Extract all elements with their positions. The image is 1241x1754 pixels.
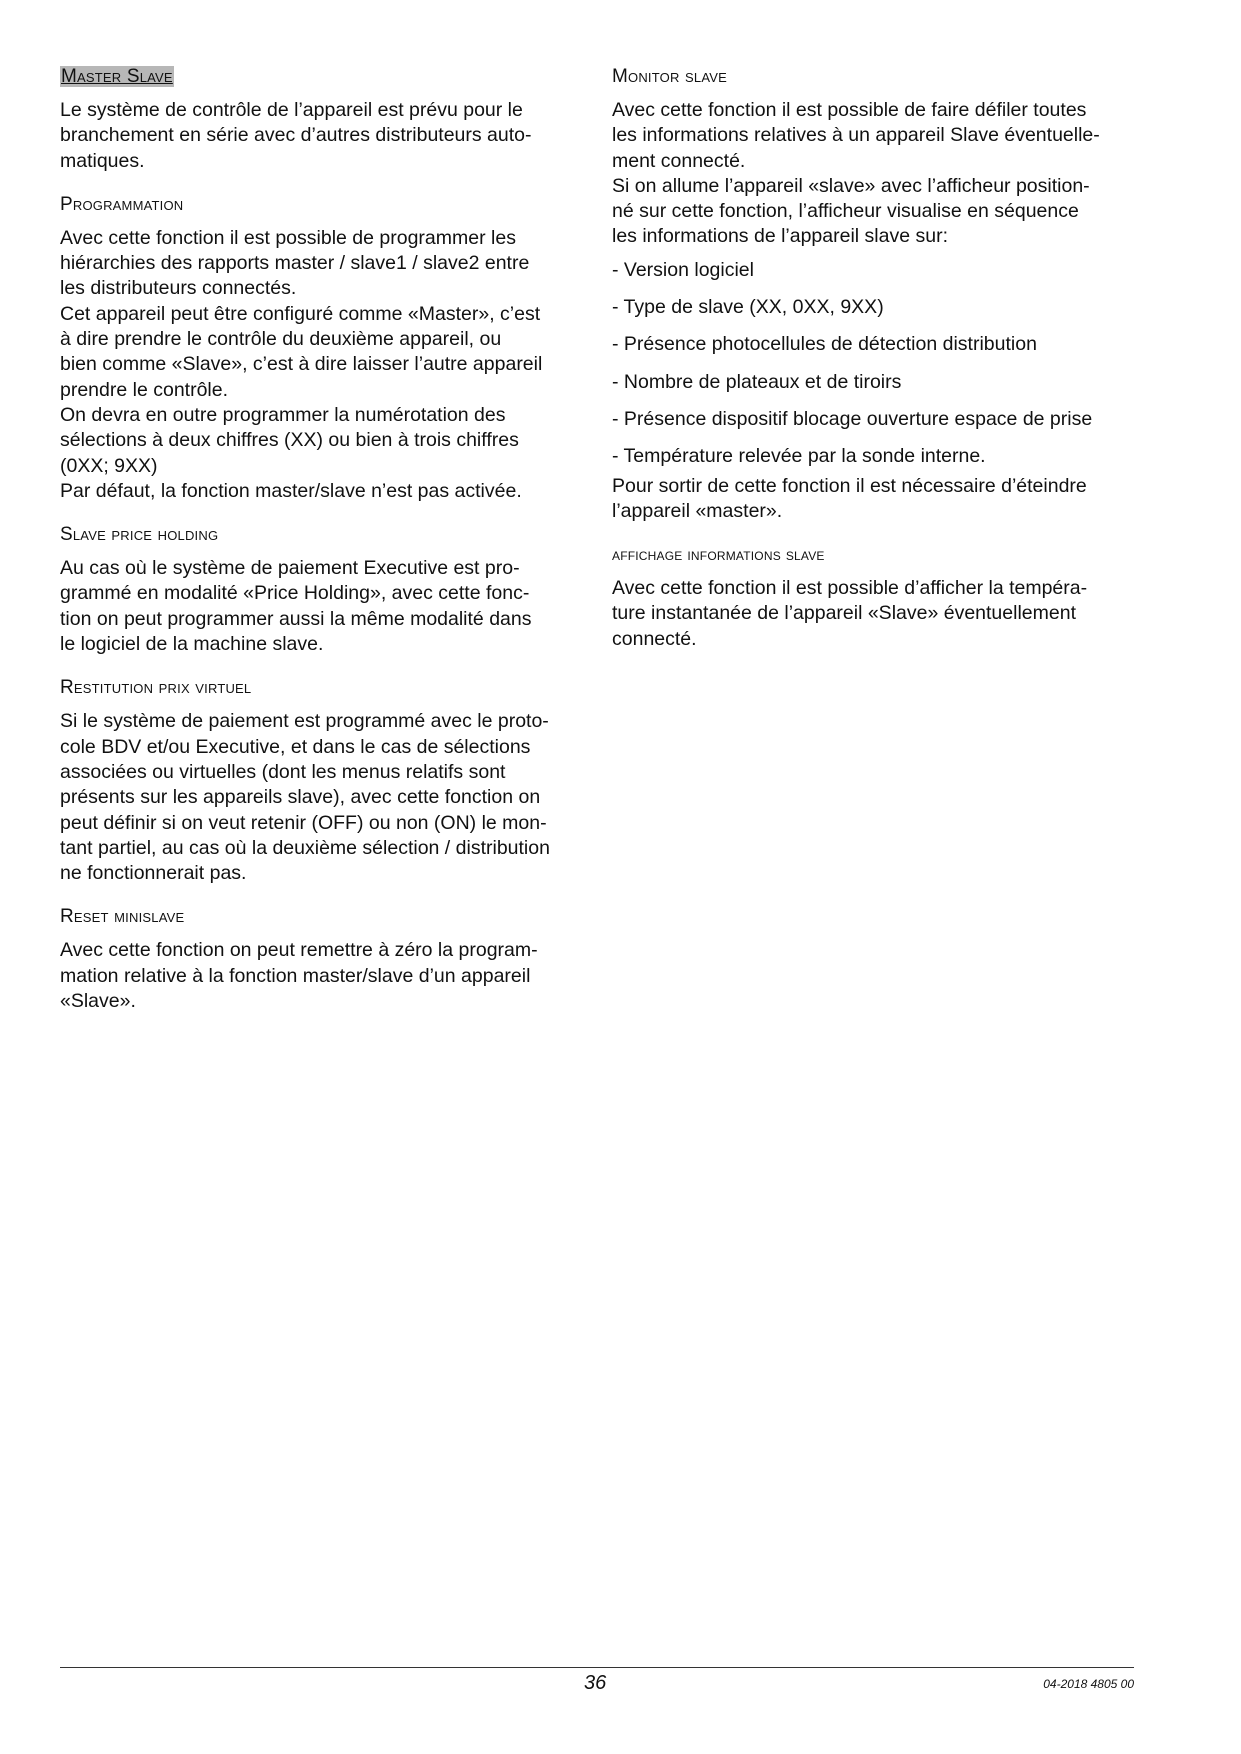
list-item: - Type de slave (XX, 0XX, 9XX) xyxy=(612,296,884,319)
section-affichage-informations-slave xyxy=(612,544,1132,652)
section-monitor-slave xyxy=(612,66,1132,524)
section-title-master-slave: Master Slave xyxy=(61,66,173,87)
footer-divider xyxy=(60,1667,1134,1668)
section-title-programmation: Programmation xyxy=(60,193,184,215)
section-text-affichage-informations-slave: Avec cette fonction il est possible d’afficher la tempéra- ture instantanée de l’appareil «Slave» éventuellement connecté. xyxy=(612,577,1088,650)
list-item: - Présence photocellules de détection distribution xyxy=(612,333,1037,356)
right-column xyxy=(612,66,1132,672)
list-item: - Nombre de plateaux et de tiroirs xyxy=(612,370,902,393)
section-text-monitor-slave: Avec cette fonction il est possible de faire défiler toutes les informations relatives à un appareil Slave éventuelle- ment connecté. Si on allume l’appareil «slave» avec l’afficheur position- né sur cette fonction, l’afficheur visualise en séquence les informations de l’appareil slave sur: xyxy=(612,99,1100,248)
section-master-slave xyxy=(60,66,590,174)
section-slave-price-holding xyxy=(60,524,590,657)
list-item: - Température relevée par la sonde interne. xyxy=(612,445,986,468)
section-text-master-slave: Le système de contrôle de l’appareil est prévu pour le branchement en série avec d’autres distributeurs auto- matiques. xyxy=(60,99,532,172)
list-item: - Version logiciel xyxy=(612,258,754,281)
section-text-reset-minislave: Avec cette fonction on peut remettre à zéro la program- mation relative à la fonction master/slave d’un appareil «Slave». xyxy=(60,939,538,1013)
section-closing-monitor-slave: Pour sortir de cette fonction il est nécessaire d’éteindre l’appareil «master». xyxy=(612,474,1087,522)
section-restitution-prix-virtuel xyxy=(60,677,590,886)
page-number: 36 xyxy=(584,1672,607,1694)
left-column xyxy=(60,66,590,1034)
list-item: - Présence dispositif blocage ouverture espace de prise xyxy=(612,407,1093,430)
section-text-programmation: Avec cette fonction il est possible de programmer les hiérarchies des rapports master / slave1 / slave2 entre les distributeurs connectés. Cet appareil peut être configuré comme «Master», c’est à dire prendre le contrôle du deuxième appareil, ou bien comme «Slave», c’est à dire laisser l’autre appareil prendre le contrôle. On devra en outre programmer la numérotation des sélections à deux chiffres (XX) ou bien à trois chiffres (0XX; 9XX) Par défaut, la fonction master/slave n’est pas activée. xyxy=(60,226,543,502)
section-text-slave-price-holding: Au cas où le système de paiement Executive est pro- grammé en modalité «Price Holding», avec cette fonc- tion on peut programmer aussi la même modalité dans le logiciel de la machine slave. xyxy=(60,557,532,656)
section-title-slave-price-holding: Slave price holding xyxy=(60,524,219,546)
section-title-affichage-informations-slave: affichage informations slave xyxy=(612,545,825,565)
section-text-restitution-prix-virtuel: Si le système de paiement est programmé avec le proto- cole BDV et/ou Executive, et dans le cas de sélections associées ou virtuelles (dont les menus relatifs sont présents sur les appareils slave), avec cette fonction on peut définir si on veut retenir (OFF) ou non (ON) le mon- tant partiel, au cas où la deuxième sélection / distribution ne fonctionnerait pas. xyxy=(60,710,550,885)
section-reset-minislave xyxy=(60,906,590,1014)
section-title-reset-minislave: Reset minislave xyxy=(60,906,185,928)
section-programmation xyxy=(60,194,590,504)
section-title-restitution-prix-virtuel: Restitution prix virtuel xyxy=(60,677,252,699)
section-title-monitor-slave: Monitor slave xyxy=(612,66,727,87)
document-reference: 04-2018 4805 00 xyxy=(1043,1677,1134,1691)
